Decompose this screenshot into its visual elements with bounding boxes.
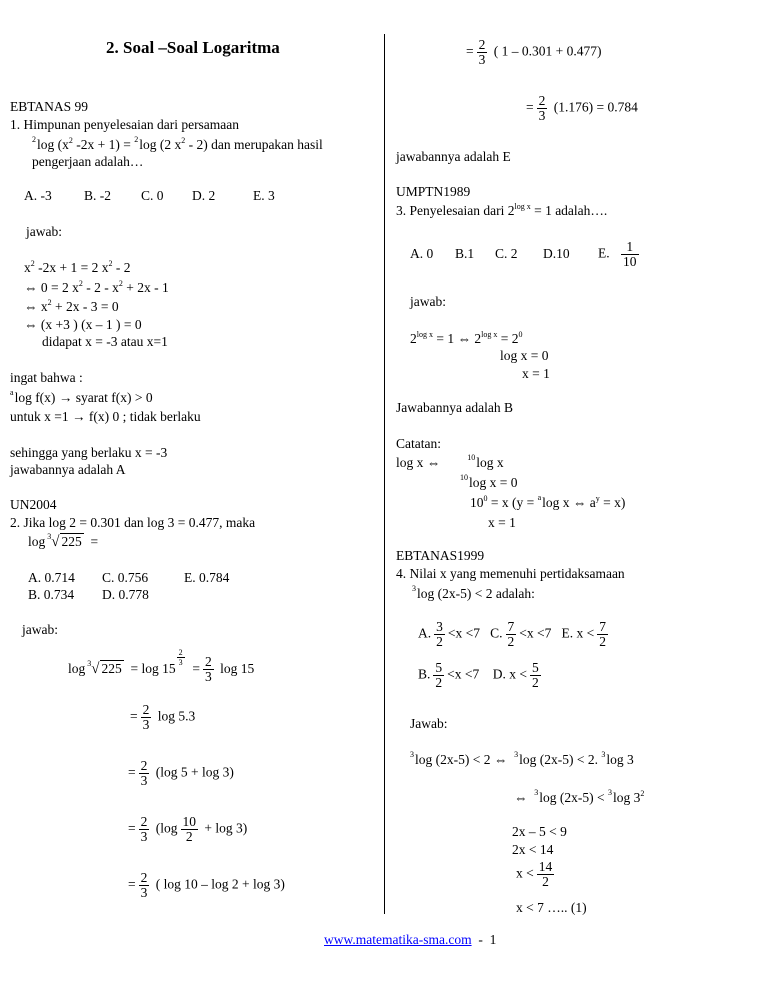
working-2-step6: = $\frac{2}{3}$ ( 1 – 0.301 + 0.477) [466, 37, 602, 67]
solution-1-step1: $x^2$ -2x + 1 = 2 $x^2 - 2$ [24, 259, 131, 275]
solution-1-step2: ⇔ 0 = 2 $x^2 - 2 - x^2 + 2x - 1$ [24, 279, 169, 295]
question-3-options: A. 0 B.1 C. 2 D.10 E. $\frac{1}{10}$ [410, 239, 637, 269]
answer-1: jawabannya adalah A [10, 462, 126, 477]
page-title: 2. Soal –Soal Logaritma [106, 38, 280, 57]
question-1-options: A. -3 B. -2 C. 0 D. 2 E. 3 [24, 188, 275, 203]
jawab-3: jawab: [410, 294, 446, 309]
working-2-step1: log $^3$√ 225 = log 15 $\frac{2}{3}$ = $\frac{2}{3}$ log 15 [68, 648, 255, 685]
footer [324, 932, 496, 948]
catatan-label: Catatan: [396, 436, 441, 451]
working-2-step5: = $\frac{2}{3}$ ( log 10 – log 2 + log 3) [128, 870, 285, 900]
solution-4-step3: 2x – 5 < 9 [512, 824, 567, 839]
question-4: 4. Nilai x yang memenuhi pertidaksamaan [396, 566, 625, 581]
catatan-line1: log x ⇔ $^{10}$log x [396, 453, 504, 470]
solution-3-step3: x = 1 [522, 366, 550, 381]
solution-3-step2: log x = 0 [500, 348, 549, 363]
answer-2: jawabannya adalah E [396, 149, 511, 164]
jawab-4: Jawab: [410, 716, 448, 731]
question-2: 2. Jika log 2 = 0.301 dan log 3 = 0.477, maka [10, 515, 256, 530]
question-4-options-row1: A. $\frac{3}{2}$ <x <7 C. $\frac{7}{2}$ <x <7 E. x < $\frac{7}{2}$ [418, 619, 606, 649]
jawab-1: jawab: [26, 224, 62, 239]
solution-4-step6: x < 7 ….. (1) [516, 900, 587, 915]
question-1-line3: pengerjaan adalah… [32, 154, 144, 169]
working-2-step2: = $\frac{2}{3}$ log 5.3 [130, 702, 196, 732]
answer-3: Jawabannya adalah B [396, 400, 513, 415]
catatan-line4: x = 1 [488, 515, 516, 530]
catatan-line3: $10^0 = x$ (y = $^a$log x ⇔ $a^y = x$) [470, 493, 626, 510]
question-4-options-row2: B. $\frac{5}{2}$ <x <7 D. x < $\frac{5}{2}$ [418, 660, 539, 690]
working-2-step3: = $\frac{2}{3}$ (log 5 + log 3) [128, 758, 234, 788]
question-4-inequality: $^3$log (2x-5) < 2 adalah: [412, 584, 535, 601]
exam-label-ebtanas1999: EBTANAS1999 [396, 548, 485, 563]
working-2-step7: = $\frac{2}{3}$ (1.176) = 0.784 [526, 93, 638, 123]
question-3: 3. Penyelesaian dari $2^{log x} = 1$ adalah…. [396, 202, 608, 218]
solution-4-step4: 2x < 14 [512, 842, 554, 857]
question-2-options-row1: A. 0.714 C. 0.756 E. 0.784 [28, 570, 230, 585]
untuk-line: untuk x =1 → f(x) 0 ; tidak berlaku [10, 409, 201, 424]
question-1: 1. Himpunan penyelesaian dari persamaan [10, 117, 240, 132]
page-number: 1 [489, 932, 497, 947]
solution-1-step3: ⇔ $x^2 + 2x - 3 = 0$ [24, 298, 119, 314]
question-2-expression: log $^3$√ 225 = [28, 532, 99, 550]
exam-label-un2004: UN2004 [10, 497, 57, 512]
solution-4-step5: x < $\frac{14}{2}$ [516, 859, 553, 889]
ingat-rule: $^a$log f(x) → syarat f(x) > 0 [10, 388, 153, 405]
solution-1-step4: ⇔ (x +3 ) (x – 1 ) = 0 [24, 317, 142, 332]
solution-3-step1: $2^{log x} = 1$ ⇔ $2^{log x} = 2^0$ [410, 330, 523, 346]
website-link[interactable]: www.matematika-sma.com [324, 932, 472, 947]
jawab-2: jawab: [22, 622, 58, 637]
solution-4-step1: $^3$log (2x-5) < 2 ⇔ $^3$log (2x-5) < 2. $^3$log 3 [410, 750, 634, 767]
exam-label-ebtanas99: EBTANAS 99 [10, 99, 89, 114]
exam-label-umptn1989: UMPTN1989 [396, 184, 471, 199]
working-2-step4: = $\frac{2}{3}$ (log $\frac{10}{2}$ + log 3) [128, 814, 248, 844]
footer-separator: - [478, 932, 483, 947]
question-2-options-row2: B. 0.734 D. 0.778 [28, 587, 149, 602]
solution-4-step2: ⇔ $^3$log (2x-5) < $^3$log $3^2$ [514, 788, 645, 805]
column-divider [384, 34, 385, 914]
question-1-equation: $^2$log ($x^2$ -2x + 1) = $^2$log (2 $x^2 - 2$) dan merupakan hasil [32, 135, 323, 152]
catatan-line2: $^{10}$log x = 0 [460, 473, 518, 490]
sehingga-line: sehingga yang berlaku x = -3 [10, 445, 168, 460]
solution-1-step5: didapat x = -3 atau x=1 [42, 334, 168, 349]
ingat-bahwa: ingat bahwa : [10, 370, 83, 385]
